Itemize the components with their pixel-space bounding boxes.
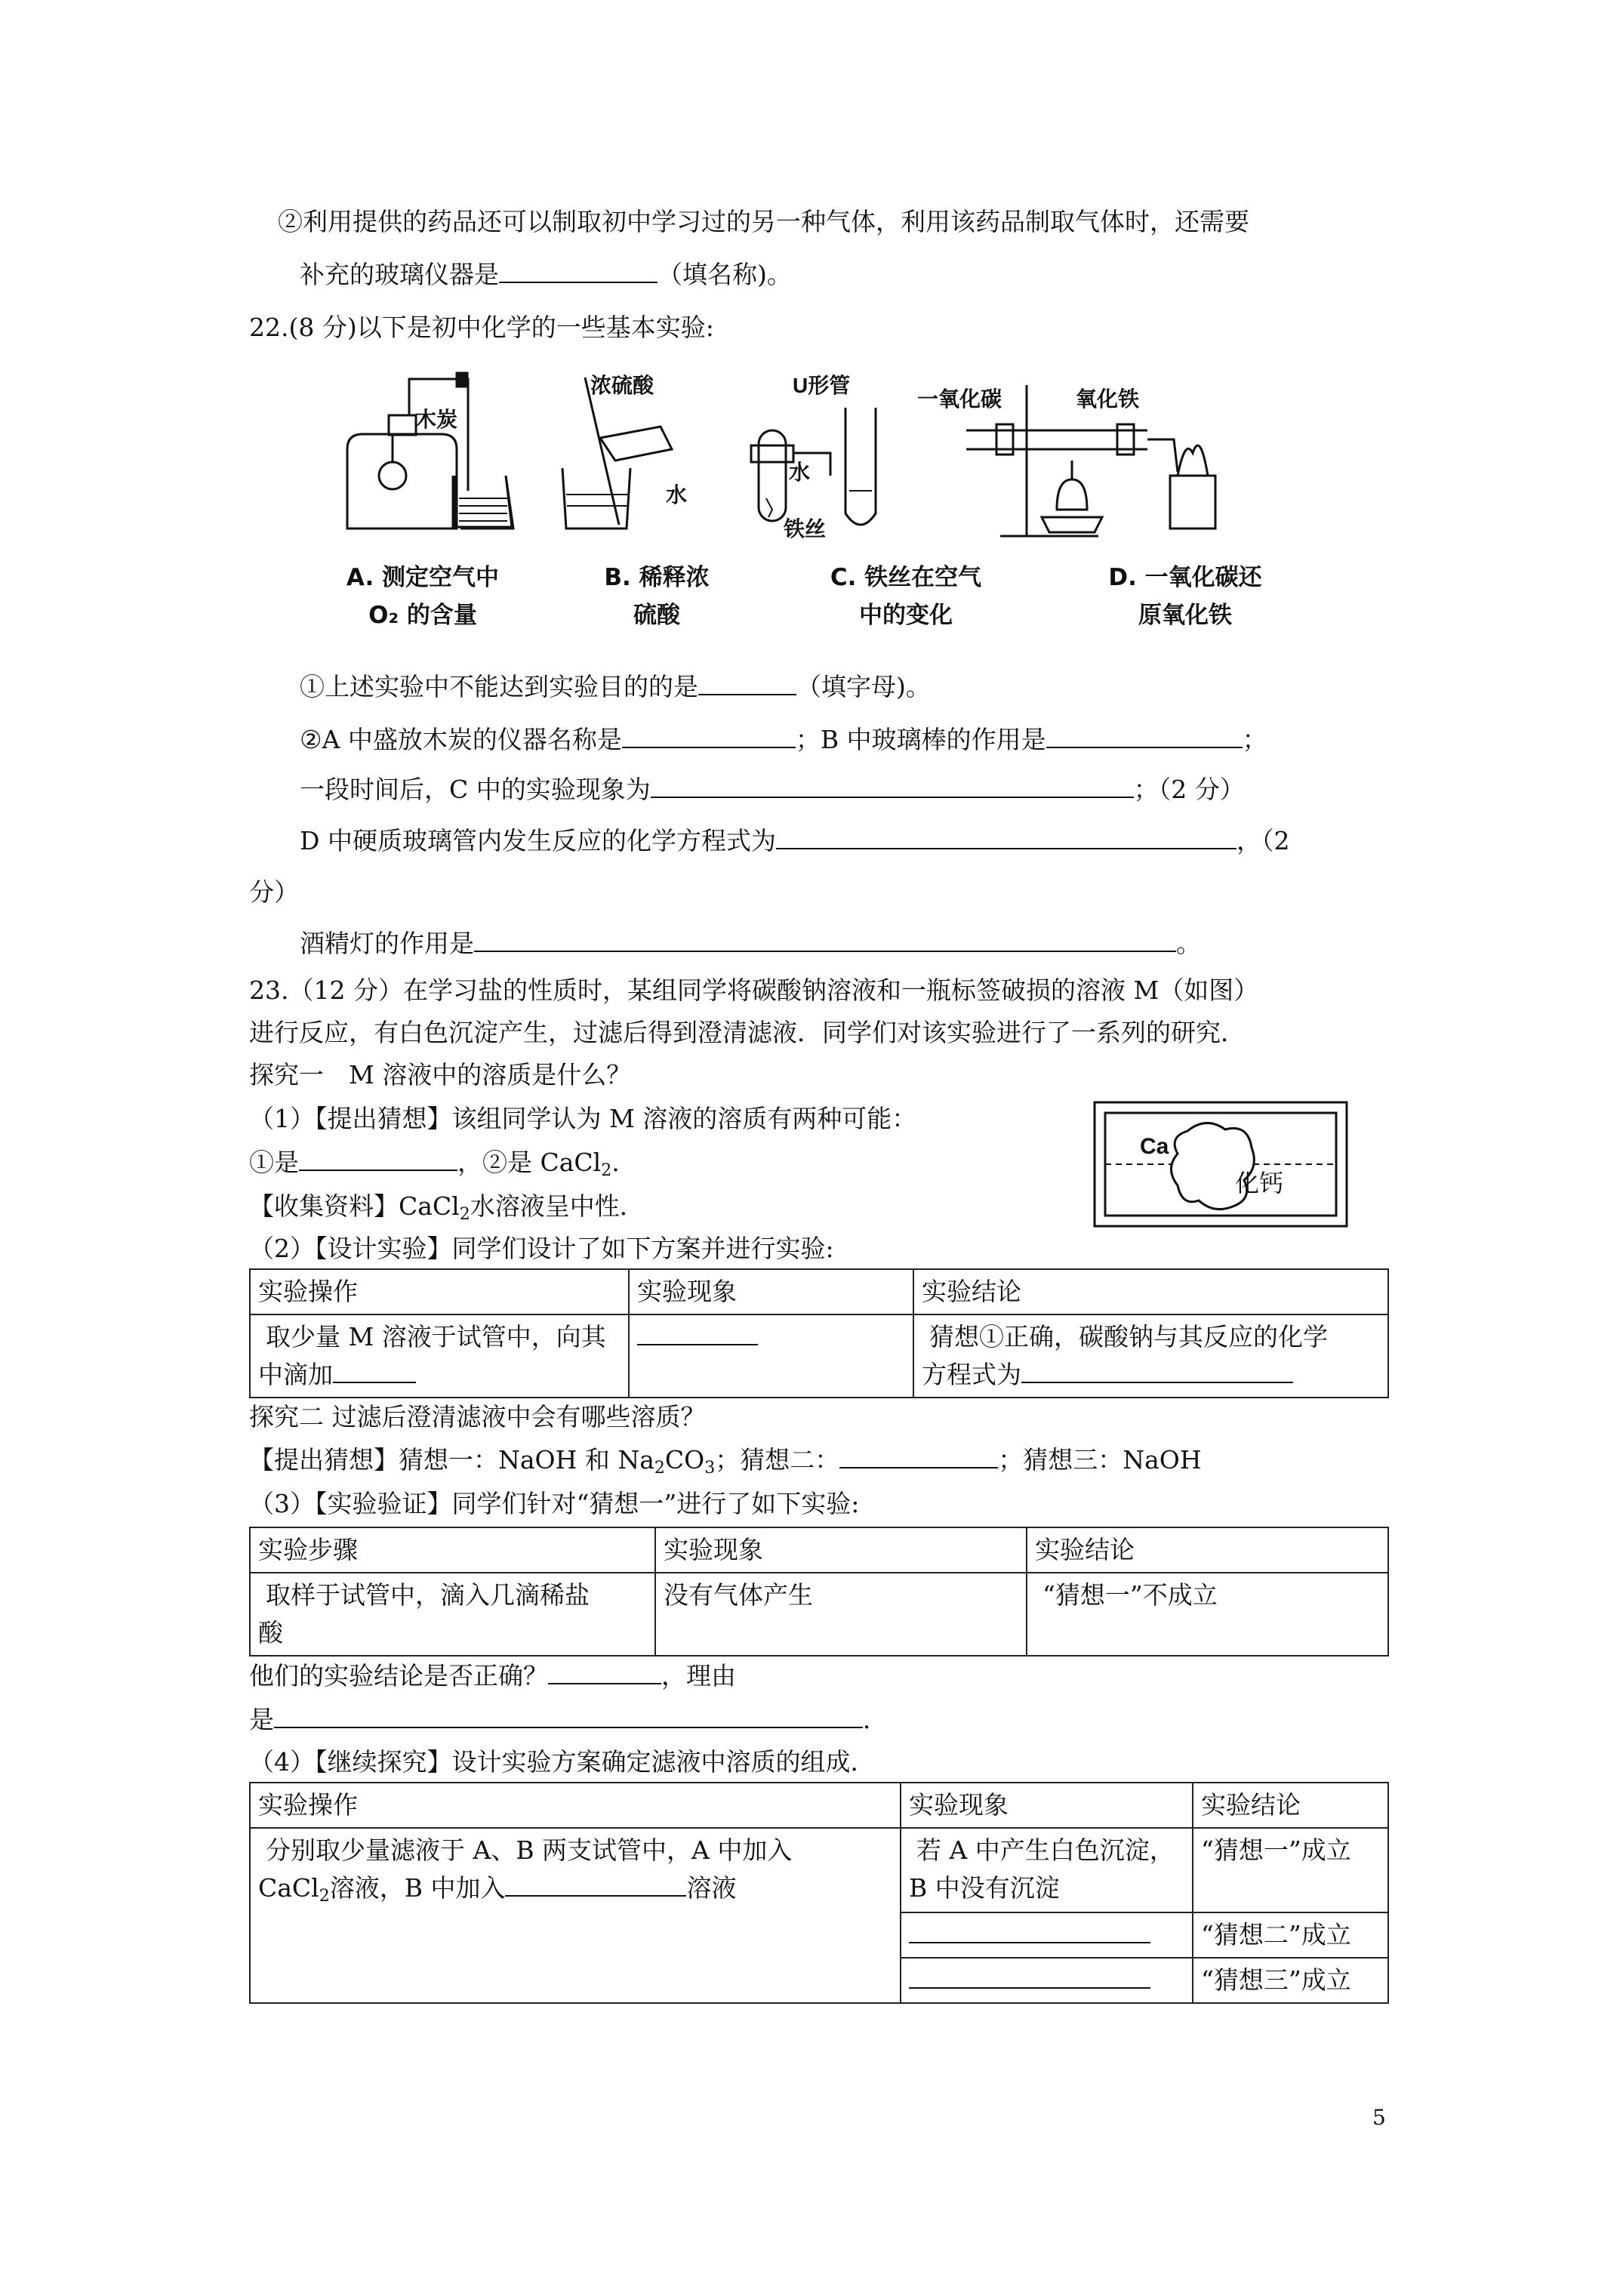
answer-blank[interactable]	[1021, 1359, 1293, 1383]
table-verify	[249, 1527, 1389, 1657]
caption-c: C. 铁丝在空气 中的变化	[830, 564, 982, 629]
cell-operation: 分别取少量滤液于 A、B 两支试管中，A 中加入 CaCl$_2$溶液，B 中加入 溶液	[250, 1828, 901, 2003]
answer-blank[interactable]	[474, 928, 1176, 952]
q22-sub3: 一段时间后，C 中的实验现象为 ；（2 分）	[300, 775, 1245, 804]
label-conc-acid: 浓硫酸	[590, 374, 654, 397]
cell-result-2	[901, 1912, 1193, 1958]
answer-blank[interactable]	[651, 774, 1134, 798]
label-u-tube: U形管	[793, 374, 851, 397]
label-fe2o3: 氧化铁	[1076, 387, 1140, 411]
cell-conclusion: 猜想①正确，碳酸钠与其反应的化学 方程式为	[913, 1314, 1388, 1398]
answer-blank[interactable]	[499, 259, 658, 283]
caption-a: A. 测定空气中 O₂ 的含量	[346, 564, 500, 629]
q22-sub1: ①上述实验中不能达到实验目的的是 （填字母)。	[300, 672, 931, 701]
table-continue	[249, 1782, 1389, 2004]
answer-blank[interactable]	[909, 1965, 1150, 1989]
cell-result-1: 若 A 中产生白色沉淀， B 中没有沉淀	[901, 1828, 1193, 1912]
q23-q3a: 他们的实验结论是否正确？ ，理由	[249, 1661, 736, 1690]
page-number: 5	[1372, 2105, 1386, 2130]
answer-blank[interactable]	[274, 1704, 863, 1728]
table-design-experiment	[249, 1268, 1389, 1398]
answer-blank[interactable]	[299, 1147, 457, 1171]
th-conclusion: 实验结论	[1193, 1783, 1388, 1828]
label-water-b: 水	[666, 483, 688, 507]
answer-blank[interactable]	[637, 1321, 758, 1345]
q23-p1b: ①是 ，②是 CaCl$_2$.	[249, 1148, 620, 1180]
label-co: 一氧化碳	[917, 387, 1002, 411]
cell-conclusion: “猜想一”不成立	[1027, 1573, 1388, 1656]
th-phenomenon: 实验现象	[901, 1783, 1193, 1828]
th-phenomenon: 实验现象	[629, 1269, 913, 1314]
label-iron-wire: 铁丝	[784, 517, 827, 541]
cell-phenomenon: 没有气体产生	[655, 1573, 1027, 1656]
cell-result-3	[901, 1958, 1193, 2003]
q22-sub2: ②A 中盛放木炭的仪器名称是 ；B 中玻璃棒的作用是 ；	[300, 725, 1267, 754]
answer-blank[interactable]	[839, 1444, 998, 1469]
q23-explore2: 探究二 过滤后澄清滤液中会有哪些溶质？	[249, 1402, 706, 1432]
th-operation: 实验操作	[250, 1783, 901, 1828]
cell-conclusion-2: “猜想二”成立	[1193, 1912, 1388, 1958]
q22-heading: 22.(8 分)以下是初中化学的一些基本实验:	[249, 313, 714, 342]
torn-label-figure	[1093, 1101, 1350, 1229]
th-conclusion: 实验结论	[913, 1269, 1388, 1314]
answer-blank[interactable]	[622, 724, 796, 748]
th-conclusion: 实验结论	[1027, 1527, 1388, 1573]
cell-conclusion-3: “猜想三”成立	[1193, 1958, 1388, 2003]
q23-p3: （3）【实验验证】同学们针对“猜想一”进行了如下实验:	[249, 1489, 860, 1518]
q22-sub5: 酒精灯的作用是 。	[300, 929, 1201, 958]
th-operation: 实验操作	[250, 1269, 629, 1314]
caption-d: D. 一氧化碳还 原氧化铁	[1108, 564, 1262, 629]
q23-guess: 【提出猜想】猜想一：NaOH 和 $Na_2CO_3$；猜想二： ；猜想三：NaOH	[249, 1445, 1202, 1478]
label-water-c: 水	[789, 461, 811, 484]
answer-blank[interactable]	[1046, 724, 1243, 748]
q23-p1: （1）【提出猜想】该组同学认为 M 溶液的溶质有两种可能：	[249, 1104, 917, 1133]
q23-line2: 进行反应，有白色沉淀产生，过滤后得到澄清滤液．同学们对该实验进行了一系列的研究．	[249, 1018, 1246, 1047]
th-phenomenon: 实验现象	[655, 1527, 1027, 1573]
q23-explore1: 探究一 M 溶液中的溶质是什么？	[249, 1060, 632, 1089]
experiment-apparatus-figure	[317, 362, 1313, 559]
q21-line1: ②利用提供的药品还可以制取初中学习过的另一种气体，利用该药品制取气体时，还需要	[278, 207, 1249, 236]
cell-operation: 取少量 M 溶液于试管中，向其 中滴加	[250, 1314, 629, 1398]
q23-q3b: 是 ．	[249, 1705, 888, 1734]
answer-blank[interactable]	[909, 1919, 1150, 1943]
q22-sub4: D 中硬质玻璃管内发生反应的化学方程式为 ，（2	[300, 826, 1290, 855]
q22-sub4-wrap: 分）	[249, 877, 299, 907]
q23-p4: （4）【继续探究】设计实验方案确定滤液中溶质的组成．	[249, 1747, 876, 1777]
cell-phenomenon	[629, 1314, 913, 1398]
q23-collect: 【收集资料】CaCl$_2$水溶液呈中性．	[249, 1191, 645, 1224]
answer-blank[interactable]	[505, 1872, 686, 1897]
q23-p2: （2）【设计实验】同学们设计了如下方案并进行实验:	[249, 1234, 834, 1263]
label-charcoal: 木炭	[415, 408, 458, 431]
cell-step: 取样于试管中，滴入几滴稀盐 酸	[250, 1573, 655, 1656]
th-step: 实验步骤	[250, 1527, 655, 1573]
caption-b: B. 稀释浓 硫酸	[604, 564, 710, 629]
answer-blank[interactable]	[776, 825, 1236, 849]
cell-conclusion-1: “猜想一”成立	[1193, 1828, 1388, 1912]
label-hua-gai: 化钙	[1235, 1169, 1284, 1197]
label-ca: Ca	[1140, 1134, 1169, 1159]
q23-line1: 23.（12 分）在学习盐的性质时，某组同学将碳酸钠溶液和一瓶标签破损的溶液 M（如图）	[249, 975, 1259, 1005]
q21-line2: 补充的玻璃仪器是 （填名称)。	[300, 260, 792, 289]
answer-blank[interactable]	[548, 1660, 661, 1684]
answer-blank[interactable]	[333, 1359, 416, 1383]
answer-blank[interactable]	[698, 671, 796, 695]
